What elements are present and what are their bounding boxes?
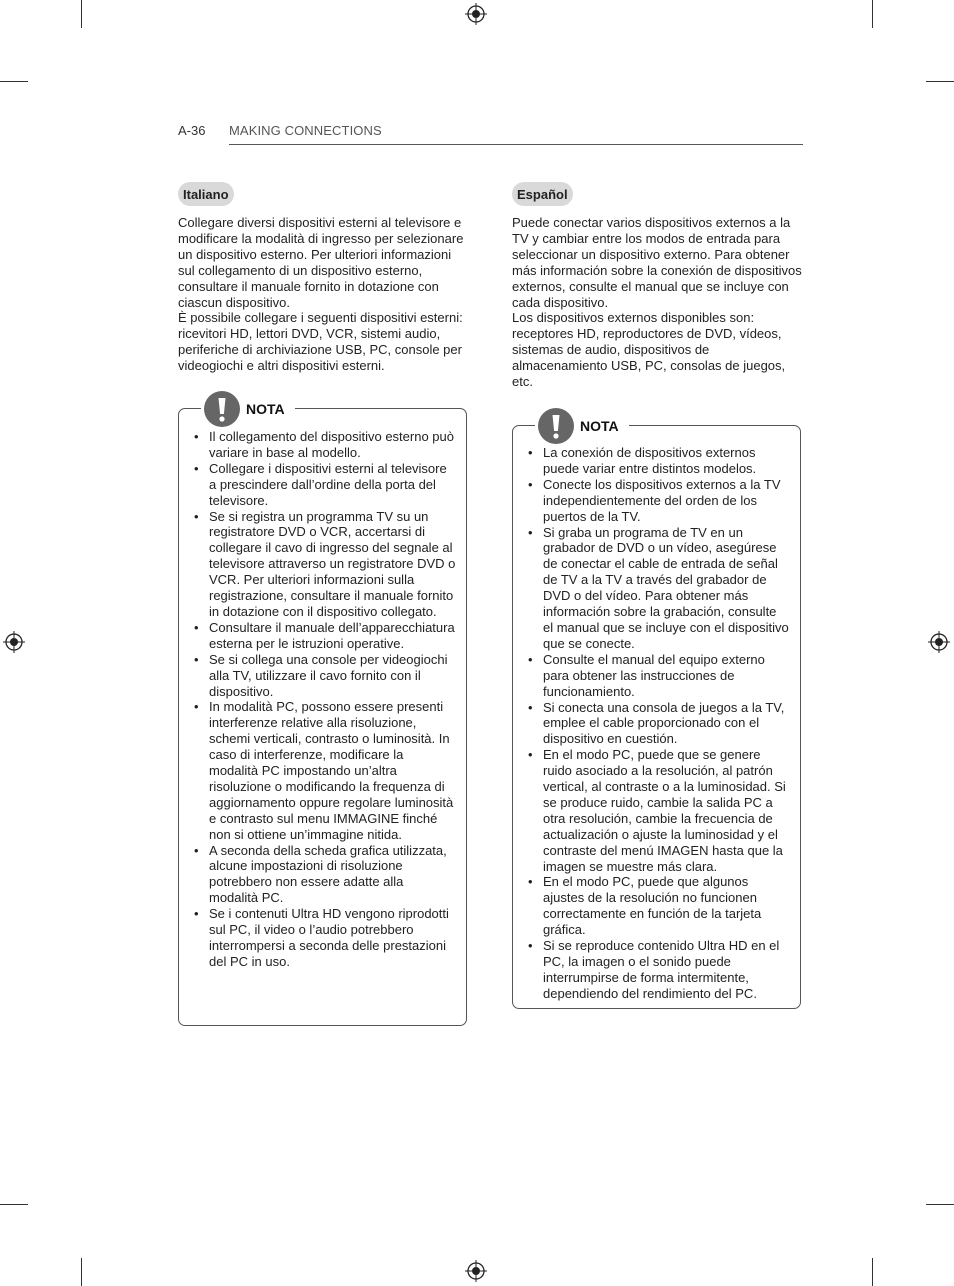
list-item: • Consultare il manuale dell’apparecchiatura esterna per le istruzioni operative.	[179, 620, 466, 652]
intro-paragraph: Puede conectar varios dispositivos externos a la TV y cambiar entre los modos de entrada para seleccionar un dispositivo externo. Para obtener más información sobre la conexión de dispositivos externos, consulte el manual que se incluye con cada dispositivo.	[512, 215, 802, 310]
note-box-italiano	[178, 401, 467, 1026]
intro-paragraph: Collegare diversi dispositivi esterni al televisore e modificare la modalità di ingresso per selezionare un dispositivo esterno. Per ulteriori informazioni sul collegamento di un dispositivo esterno, consultare il manuale fornito in dotazione con ciascun dispositivo.	[178, 215, 464, 310]
list-item: • Il collegamento del dispositivo esterno può variare in base al modello.	[179, 429, 466, 461]
language-badge-espanol: Español	[512, 182, 573, 206]
list-item: • Si conecta una consola de juegos a la TV, emplee el cable proporcionado con el dispositivo en cuestión.	[513, 700, 800, 748]
crop-mark	[926, 81, 954, 82]
note-list-italiano	[179, 429, 466, 970]
list-item: • Si graba un programa de TV en un grabador de DVD o un vídeo, asegúrese de conectar el cable de entrada de señal de TV a la TV a través del grabador de DVD o del vídeo. Para obtener más información sobre la grabación, consulte el manual que se incluye con el dispositivo que se conecte.	[513, 525, 800, 652]
note-box-espanol	[512, 418, 801, 1009]
italiano-column	[178, 182, 469, 374]
list-item: • In modalità PC, possono essere presenti interferenze relative alla risoluzione, schemi verticali, contrasto o luminosità. In caso di interferenze, modificare la modalità PC impostando un’altra risoluzione o modificando la frequenza di aggiornamento oppure regolare luminosità e contrasto sul menu IMMAGINE finché non si ottiene un’immagine nitida.	[179, 699, 466, 842]
crop-mark	[926, 1204, 954, 1205]
exclamation-circle-icon	[203, 390, 241, 428]
intro-paragraph: È possibile collegare i seguenti dispositivi esterni: ricevitori HD, lettori DVD, VCR, sistemi audio, periferiche di archiviazione USB, PC, console per videogiochi e altri dispositivi esterni.	[178, 310, 463, 374]
crop-mark	[81, 0, 82, 28]
registration-mark-icon	[928, 631, 950, 653]
registration-mark-icon	[3, 631, 25, 653]
list-item: • A seconda della scheda grafica utilizzata, alcune impostazioni di risoluzione potrebbero non essere adatte alla modalità PC.	[179, 843, 466, 907]
list-item: • La conexión de dispositivos externos puede variar entre distintos modelos.	[513, 445, 800, 477]
crop-mark	[872, 1258, 873, 1286]
intro-paragraph: Los dispositivos externos disponibles son: receptores HD, reproductores de DVD, vídeos, sistemas de audio, dispositivos de almacenamiento USB, PC, consolas de juegos, etc.	[512, 310, 786, 390]
crop-mark	[872, 0, 873, 28]
crop-mark	[81, 1258, 82, 1286]
intro-text-espanol	[512, 215, 803, 390]
note-list-espanol	[513, 445, 800, 1002]
list-item: • Si se reproduce contenido Ultra HD en el PC, la imagen o el sonido puede interrumpirse de forma intermitente, dependiendo del rendimiento del PC.	[513, 938, 800, 1002]
note-label: NOTA	[246, 401, 285, 417]
note-header	[201, 390, 295, 428]
list-item: • Collegare i dispositivi esterni al televisore a prescindere dall’ordine della porta del televisore.	[179, 461, 466, 509]
list-item: • Conecte los dispositivos externos a la TV independientemente del orden de los puertos de la TV.	[513, 477, 800, 525]
exclamation-circle-icon	[537, 407, 575, 445]
note-label: NOTA	[580, 418, 619, 434]
page-number: A-36	[178, 123, 206, 138]
list-item: • Se si registra un programma TV su un registratore DVD o VCR, accertarsi di collegare il cavo di ingresso del segnale al televisore attraverso un registratore DVD o VCR. Per ulteriori informazioni sulla registrazione, consultare il manuale fornito in dotazione con il dispositivo collegato.	[179, 509, 466, 620]
list-item: • En el modo PC, puede que se genere ruido asociado a la resolución, al patrón vertical, al contraste o a la luminosidad. Si se produce ruido, cambie la salida PC a otra resolución, cambie la frecuencia de actualización o ajuste la luminosidad y el contraste del menú IMAGEN hasta que la imagen se muestre más clara.	[513, 747, 800, 874]
language-badge-italiano: Italiano	[178, 182, 234, 206]
intro-text-italiano	[178, 215, 469, 374]
registration-mark-icon	[465, 3, 487, 25]
note-header	[535, 407, 629, 445]
crop-mark	[0, 1204, 28, 1205]
list-item: • Consulte el manual del equipo externo para obtener las instrucciones de funcionamiento.	[513, 652, 800, 700]
registration-mark-icon	[465, 1260, 487, 1282]
section-title: MAKING CONNECTIONS	[229, 123, 382, 138]
list-item: • Se i contenuti Ultra HD vengono riprodotti sul PC, il video o l’audio potrebbero interrompersi a seconda delle prestazioni del PC in uso.	[179, 906, 466, 970]
header-rule	[229, 144, 803, 145]
espanol-column	[512, 182, 803, 390]
crop-mark	[0, 81, 28, 82]
page-header	[178, 121, 803, 145]
list-item: • Se si collega una console per videogiochi alla TV, utilizzare il cavo fornito con il dispositivo.	[179, 652, 466, 700]
list-item: • En el modo PC, puede que algunos ajustes de la resolución no funcionen correctamente en función de la tarjeta gráfica.	[513, 874, 800, 938]
